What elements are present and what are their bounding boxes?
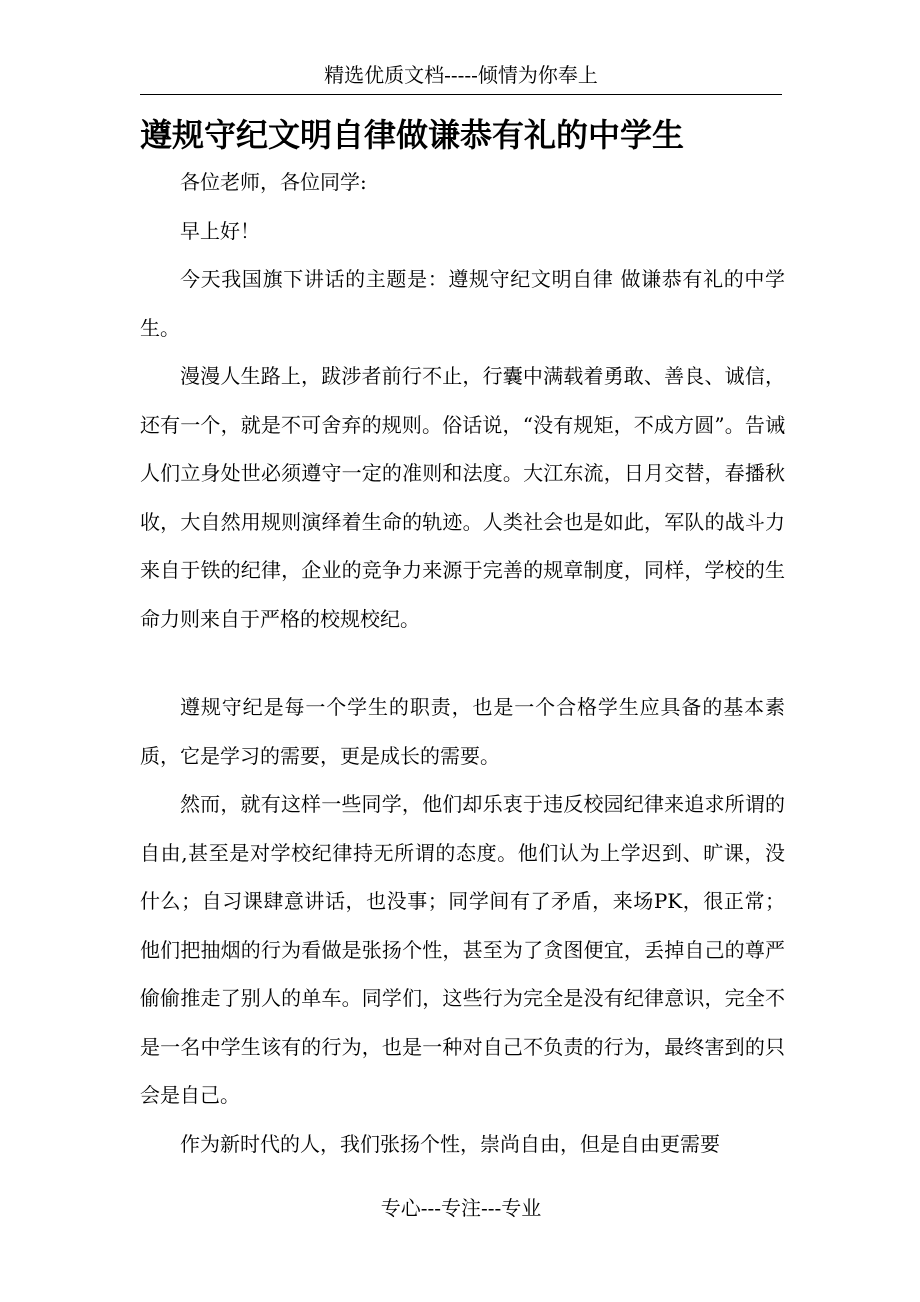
paragraph-rules-of-life: 漫漫人生路上，跋涉者前行不止，行囊中满载着勇敢、善良、诚信，还有一个，就是不可舍弃的规则。俗话说，“没有规矩，不成方圆”。告诫人们立身处世必须遵守一定的准则和法度。大江东流，日月交替，春播秋收，大自然用规则演绎着生命的轨迹。人类社会也是如此，军队的战斗力来自于铁的纪律，企业的竞争力来源于完善的规章制度，同样，学校的生命力则来自于严格的校规校纪。	[140, 364, 785, 631]
page-footer: 专心---专注---专业	[380, 1196, 542, 1220]
paragraph-topic: 今天我国旗下讲话的主题是：遵规守纪文明自律 做谦恭有礼的中学生。	[140, 267, 785, 340]
paragraph-student-duty: 遵规守纪是每一个学生的职责，也是一个合格学生应具备的基本素质，它是学习的需要，更是成长的需要。	[140, 695, 785, 768]
document-title: 遵规守纪文明自律做谦恭有礼的中学生	[140, 116, 685, 154]
paragraph-good-morning: 早上好！	[180, 218, 260, 243]
document-body	[140, 158, 785, 1168]
paragraph-new-era: 作为新时代的人，我们张扬个性，崇尚自由，但是自由更需要	[180, 1131, 720, 1156]
page-header: 精选优质文档-----倾情为你奉上	[140, 60, 782, 95]
paragraph-greeting-audience: 各位老师，各位同学:	[180, 170, 367, 194]
paragraph-violations: 然而，就有这样一些同学，他们却乐衷于违反校园纪律来追求所谓的自由,甚至是对学校纪律持无所谓的态度。他们认为上学迟到、旷课，没什么；自习课肆意讲话，也没事；同学间有了矛盾，来场PK，很正常；他们把抽烟的行为看做是张扬个性，甚至为了贪图便宜，丢掉自己的尊严偷偷推走了别人的单车。同学们，这些行为完全是没有纪律意识，完全不是一名中学生该有的行为，也是一种对自己不负责的行为，最终害到的只会是自己。	[140, 792, 785, 1107]
